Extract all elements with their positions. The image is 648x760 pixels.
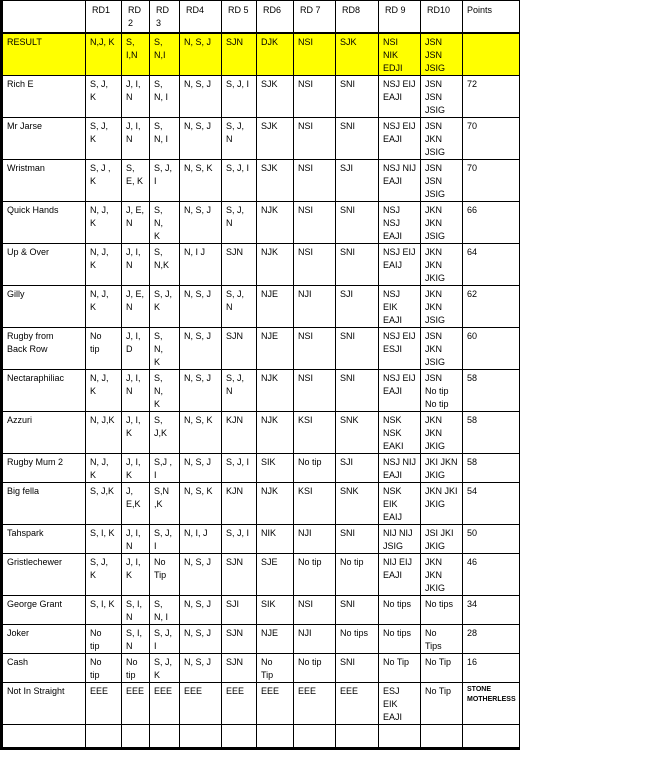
tip-round-4: N, S, K — [180, 482, 222, 524]
tip-round-9: NSJ NSJ EAJI — [379, 201, 421, 243]
tip-round-6: SJK — [257, 117, 294, 159]
tip-round-8: EEE — [336, 682, 379, 724]
player-points: 50 — [463, 524, 520, 553]
tip-round-9: No tips — [379, 624, 421, 653]
tip-round-10: JSN No tip No tip — [421, 369, 463, 411]
result-round-6: DJK — [257, 33, 294, 76]
tip-round-3: S,N ,K — [150, 482, 180, 524]
tip-round-3: S, J, K — [150, 285, 180, 327]
tip-round-9: NSJ EIJ EAJI — [379, 369, 421, 411]
player-row — [2, 75, 520, 117]
tip-round-7: NJI — [294, 524, 336, 553]
tip-round-6 — [257, 724, 294, 748]
player-name: Not In Straight — [2, 682, 86, 724]
tip-round-2: J, E, N — [122, 285, 150, 327]
tip-round-8: SJI — [336, 285, 379, 327]
tip-round-1: S, J, K — [86, 553, 122, 595]
player-row — [2, 524, 520, 553]
tip-round-6: SIK — [257, 453, 294, 482]
tip-round-4: N, S, K — [180, 411, 222, 453]
tip-round-10: JSN JKN JSIG — [421, 117, 463, 159]
tip-round-4: N, S, J — [180, 285, 222, 327]
player-row — [2, 595, 520, 624]
tip-round-7: KSI — [294, 411, 336, 453]
player-row — [2, 327, 520, 369]
tip-round-5 — [222, 724, 257, 748]
tip-round-3: S,J , I — [150, 453, 180, 482]
tip-round-2: S, I, N — [122, 624, 150, 653]
tip-round-10: JKN JKN JKIG — [421, 243, 463, 285]
tip-round-1: S, J , K — [86, 159, 122, 201]
player-name: George Grant — [2, 595, 86, 624]
tip-round-10: JSN JSN JSIG — [421, 159, 463, 201]
tip-round-7: No tip — [294, 553, 336, 595]
player-name: Wristman — [2, 159, 86, 201]
tip-round-10 — [421, 724, 463, 748]
tip-round-1: S, J, K — [86, 75, 122, 117]
tip-round-3: S, N,K — [150, 243, 180, 285]
player-points: 60 — [463, 327, 520, 369]
tip-round-10: JKN JKN JSIG — [421, 285, 463, 327]
tip-round-4: N, S, J — [180, 327, 222, 369]
tip-round-4: N, S, J — [180, 624, 222, 653]
tip-round-6: NJK — [257, 482, 294, 524]
tip-round-6: NJK — [257, 243, 294, 285]
tip-round-9: NSJ NIJ EAJI — [379, 159, 421, 201]
tip-round-9: NSJ NIJ EAJI — [379, 453, 421, 482]
header-points: Points — [463, 1, 520, 33]
tip-round-5: KJN — [222, 411, 257, 453]
tip-round-3: S, J, I — [150, 624, 180, 653]
tip-round-5: SJI — [222, 595, 257, 624]
tip-round-5: SJN — [222, 327, 257, 369]
tip-round-9 — [379, 724, 421, 748]
tip-round-6: NJE — [257, 624, 294, 653]
tip-round-2: J, E, N — [122, 201, 150, 243]
result-round-4: N, S, J — [180, 33, 222, 76]
tip-round-10: No Tips — [421, 624, 463, 653]
player-name: Up & Over — [2, 243, 86, 285]
tip-round-9: NSK EIK EAIJ — [379, 482, 421, 524]
tip-round-8: SNK — [336, 482, 379, 524]
player-points: 70 — [463, 159, 520, 201]
player-row — [2, 159, 520, 201]
tip-round-10: JSN JKN JSIG — [421, 327, 463, 369]
tip-round-6: No Tip — [257, 653, 294, 682]
tip-round-10: JKN JKN JKIG — [421, 553, 463, 595]
result-round-3: S, N,I — [150, 33, 180, 76]
tip-round-4: N, S, K — [180, 159, 222, 201]
tip-round-1: No tip — [86, 653, 122, 682]
tip-round-6: EEE — [257, 682, 294, 724]
tip-round-7: No tip — [294, 653, 336, 682]
tip-round-3: S, N, I — [150, 595, 180, 624]
header-round-8: RD8 — [336, 1, 379, 33]
player-row — [2, 453, 520, 482]
tip-round-5: S, J, I — [222, 159, 257, 201]
player-name: Big fella — [2, 482, 86, 524]
result-row — [2, 33, 520, 76]
tip-round-8: SNI — [336, 327, 379, 369]
tip-round-1: N, J, K — [86, 201, 122, 243]
tip-round-6: NJE — [257, 327, 294, 369]
tip-round-2: J, I, D — [122, 327, 150, 369]
result-round-5: SJN — [222, 33, 257, 76]
tip-round-6: NJK — [257, 201, 294, 243]
player-name: Joker — [2, 624, 86, 653]
player-row — [2, 624, 520, 653]
tip-round-9: No Tip — [379, 653, 421, 682]
player-points: 58 — [463, 411, 520, 453]
tip-round-5: SJN — [222, 653, 257, 682]
tip-round-4: N, I J — [180, 243, 222, 285]
tip-round-10: JKN JKN JKIG — [421, 411, 463, 453]
tip-round-2: J, E,K — [122, 482, 150, 524]
tip-round-8: SNK — [336, 411, 379, 453]
tip-round-6: SIK — [257, 595, 294, 624]
tip-round-8: No tips — [336, 624, 379, 653]
tip-round-7: KSI — [294, 482, 336, 524]
tip-round-6: NJK — [257, 369, 294, 411]
player-row — [2, 369, 520, 411]
tip-round-6: SJE — [257, 553, 294, 595]
tip-round-2: J, I, N — [122, 524, 150, 553]
tip-round-6: SJK — [257, 159, 294, 201]
player-row — [2, 482, 520, 524]
tip-round-9: ESJ EIK EAJI — [379, 682, 421, 724]
tip-round-1: S, J, K — [86, 117, 122, 159]
player-name: Nectaraphiliac — [2, 369, 86, 411]
tip-round-5: SJN — [222, 624, 257, 653]
tip-round-7: NJI — [294, 285, 336, 327]
player-points: 46 — [463, 553, 520, 595]
player-row — [2, 553, 520, 595]
tip-round-7: NSI — [294, 243, 336, 285]
tip-round-8: SNI — [336, 369, 379, 411]
player-name: Gristlechewer — [2, 553, 86, 595]
tip-round-4: N, S, J — [180, 653, 222, 682]
player-points: 28 — [463, 624, 520, 653]
tip-round-4: N, S, J — [180, 201, 222, 243]
tip-round-8: SNI — [336, 243, 379, 285]
tip-round-5: S, J, N — [222, 117, 257, 159]
player-points: 70 — [463, 117, 520, 159]
tip-round-7: NSI — [294, 201, 336, 243]
header-row — [2, 1, 520, 33]
header-round-3: RD 3 — [150, 1, 180, 33]
tip-round-8: No tip — [336, 553, 379, 595]
player-name: Azzuri — [2, 411, 86, 453]
tip-round-3: S, J, I — [150, 159, 180, 201]
tip-round-6: SJK — [257, 75, 294, 117]
tip-round-4: N, S, J — [180, 75, 222, 117]
tip-round-9: NSJ EIJ EAIJ — [379, 243, 421, 285]
tip-round-4: N, S, J — [180, 369, 222, 411]
tip-round-5: SJN — [222, 553, 257, 595]
tip-round-5: S, J, I — [222, 524, 257, 553]
tip-round-7: NSI — [294, 75, 336, 117]
tip-round-3: S, N, K — [150, 201, 180, 243]
tip-round-2: J, I, K — [122, 553, 150, 595]
tip-round-6: NIK — [257, 524, 294, 553]
tip-round-8 — [336, 724, 379, 748]
player-row — [2, 117, 520, 159]
tip-round-5: S, J, I — [222, 75, 257, 117]
result-round-7: NSI — [294, 33, 336, 76]
player-points — [463, 724, 520, 748]
player-name: Rugby Mum 2 — [2, 453, 86, 482]
tip-round-1: S, I, K — [86, 524, 122, 553]
tip-round-5: SJN — [222, 243, 257, 285]
tip-round-1: N, J,K — [86, 411, 122, 453]
tip-round-6: NJK — [257, 411, 294, 453]
header-round-2: RD 2 — [122, 1, 150, 33]
tip-round-7: NSI — [294, 369, 336, 411]
tip-round-3 — [150, 724, 180, 748]
tip-round-7: NJI — [294, 624, 336, 653]
tip-round-9: NSK NSK EAKI — [379, 411, 421, 453]
player-name: Gilly — [2, 285, 86, 327]
player-points: 64 — [463, 243, 520, 285]
player-row — [2, 653, 520, 682]
header-round-9: RD 9 — [379, 1, 421, 33]
tip-round-9: NSJ EIJ EAJI — [379, 75, 421, 117]
tip-round-2: J, I, K — [122, 411, 150, 453]
tip-round-8: SNI — [336, 117, 379, 159]
tip-round-7 — [294, 724, 336, 748]
tip-round-7: NSI — [294, 327, 336, 369]
tip-round-8: SNI — [336, 201, 379, 243]
tip-round-4: N, S, J — [180, 553, 222, 595]
player-row — [2, 243, 520, 285]
player-points: 58 — [463, 369, 520, 411]
tip-round-1: No tip — [86, 624, 122, 653]
tip-round-9: NSJ EIJ EAJI — [379, 117, 421, 159]
tip-round-4 — [180, 724, 222, 748]
tip-round-7: EEE — [294, 682, 336, 724]
tip-round-8: SNI — [336, 524, 379, 553]
result-round-2: S, I,N — [122, 33, 150, 76]
tip-round-8: SNI — [336, 653, 379, 682]
result-round-8: SJK — [336, 33, 379, 76]
tip-round-3: S, J,K — [150, 411, 180, 453]
tip-round-10: JKI JKN JKIG — [421, 453, 463, 482]
player-points: 58 — [463, 453, 520, 482]
result-round-9: NSI NIK EDJI — [379, 33, 421, 76]
tip-round-2: J, I, N — [122, 75, 150, 117]
tip-round-1: N, J, K — [86, 285, 122, 327]
result-label: RESULT — [2, 33, 86, 76]
player-row — [2, 285, 520, 327]
tip-round-5: KJN — [222, 482, 257, 524]
tip-round-7: NSI — [294, 595, 336, 624]
player-points: 16 — [463, 653, 520, 682]
tip-round-10: No Tip — [421, 653, 463, 682]
tip-round-2: J, I, N — [122, 369, 150, 411]
player-row — [2, 201, 520, 243]
tip-round-4: N, S, J — [180, 117, 222, 159]
tip-round-3: S, J, K — [150, 653, 180, 682]
tip-round-8: SJI — [336, 453, 379, 482]
header-round-6: RD6 — [257, 1, 294, 33]
player-points: STONE MOTHERLESS — [463, 682, 520, 724]
tip-round-1: No tip — [86, 327, 122, 369]
tip-round-7: NSI — [294, 117, 336, 159]
tip-round-9: NSJ EIJ ESJI — [379, 327, 421, 369]
result-round-10: JSN JSN JSIG — [421, 33, 463, 76]
player-name: Cash — [2, 653, 86, 682]
tip-round-7: No tip — [294, 453, 336, 482]
tip-round-5: EEE — [222, 682, 257, 724]
tip-round-3: S, J, I — [150, 524, 180, 553]
player-name: Tahspark — [2, 524, 86, 553]
tip-round-6: NJE — [257, 285, 294, 327]
tip-round-10: JKN JKN JSIG — [421, 201, 463, 243]
tip-round-4: EEE — [180, 682, 222, 724]
header-round-1: RD1 — [86, 1, 122, 33]
tip-round-7: NSI — [294, 159, 336, 201]
header-round-4: RD4 — [180, 1, 222, 33]
tip-round-8: SJI — [336, 159, 379, 201]
player-row — [2, 724, 520, 748]
tip-round-1: S, J,K — [86, 482, 122, 524]
tip-round-2: J, I, N — [122, 243, 150, 285]
tip-round-10: JSI JKI JKIG — [421, 524, 463, 553]
tip-round-3: S, N, K — [150, 327, 180, 369]
tip-round-2 — [122, 724, 150, 748]
result-points — [463, 33, 520, 76]
tip-round-10: JSN JSN JSIG — [421, 75, 463, 117]
player-name: Rich E — [2, 75, 86, 117]
tip-round-9: NSJ EIK EAJI — [379, 285, 421, 327]
tip-round-1: N, J, K — [86, 243, 122, 285]
result-round-1: N,J, K — [86, 33, 122, 76]
tip-round-10: No tips — [421, 595, 463, 624]
tip-round-3: S, N, I — [150, 117, 180, 159]
header-round-5: RD 5 — [222, 1, 257, 33]
tip-round-1: S, I, K — [86, 595, 122, 624]
player-name: Rugby from Back Row — [2, 327, 86, 369]
tip-round-10: No Tip — [421, 682, 463, 724]
player-name: Mr Jarse — [2, 117, 86, 159]
tip-round-1: N, J, K — [86, 369, 122, 411]
tip-round-9: NIJ NIJ JSIG — [379, 524, 421, 553]
tip-round-3: No Tip — [150, 553, 180, 595]
player-points: 62 — [463, 285, 520, 327]
tip-round-1 — [86, 724, 122, 748]
player-row — [2, 682, 520, 724]
player-points: 66 — [463, 201, 520, 243]
tip-round-10: JKN JKI JKIG — [421, 482, 463, 524]
player-points: 54 — [463, 482, 520, 524]
tip-round-2: J, I, N — [122, 117, 150, 159]
tip-round-5: S, J, N — [222, 201, 257, 243]
tip-round-5: S, J, N — [222, 369, 257, 411]
tip-round-8: SNI — [336, 75, 379, 117]
player-points: 34 — [463, 595, 520, 624]
player-row — [2, 411, 520, 453]
tip-round-2: S, I, N — [122, 595, 150, 624]
tip-round-5: S, J, I — [222, 453, 257, 482]
player-points: 72 — [463, 75, 520, 117]
header-round-10: RD10 — [421, 1, 463, 33]
tip-round-3: S, N, I — [150, 75, 180, 117]
player-name — [2, 724, 86, 748]
tip-round-1: EEE — [86, 682, 122, 724]
tip-round-3: S, N, K — [150, 369, 180, 411]
tip-round-4: N, S, J — [180, 453, 222, 482]
header-blank — [2, 1, 86, 33]
tip-round-8: SNI — [336, 595, 379, 624]
tip-round-4: N, S, J — [180, 595, 222, 624]
tip-round-2: No tip — [122, 653, 150, 682]
tip-round-2: J, I, K — [122, 453, 150, 482]
tip-round-4: N, I, J — [180, 524, 222, 553]
tip-round-9: No tips — [379, 595, 421, 624]
player-name: Quick Hands — [2, 201, 86, 243]
header-round-7: RD 7 — [294, 1, 336, 33]
tip-round-9: NIJ EIJ EAJI — [379, 553, 421, 595]
tip-round-2: EEE — [122, 682, 150, 724]
tip-round-5: S, J, N — [222, 285, 257, 327]
tip-round-2: S, E, K — [122, 159, 150, 201]
tip-round-3: EEE — [150, 682, 180, 724]
tip-round-1: N, J, K — [86, 453, 122, 482]
